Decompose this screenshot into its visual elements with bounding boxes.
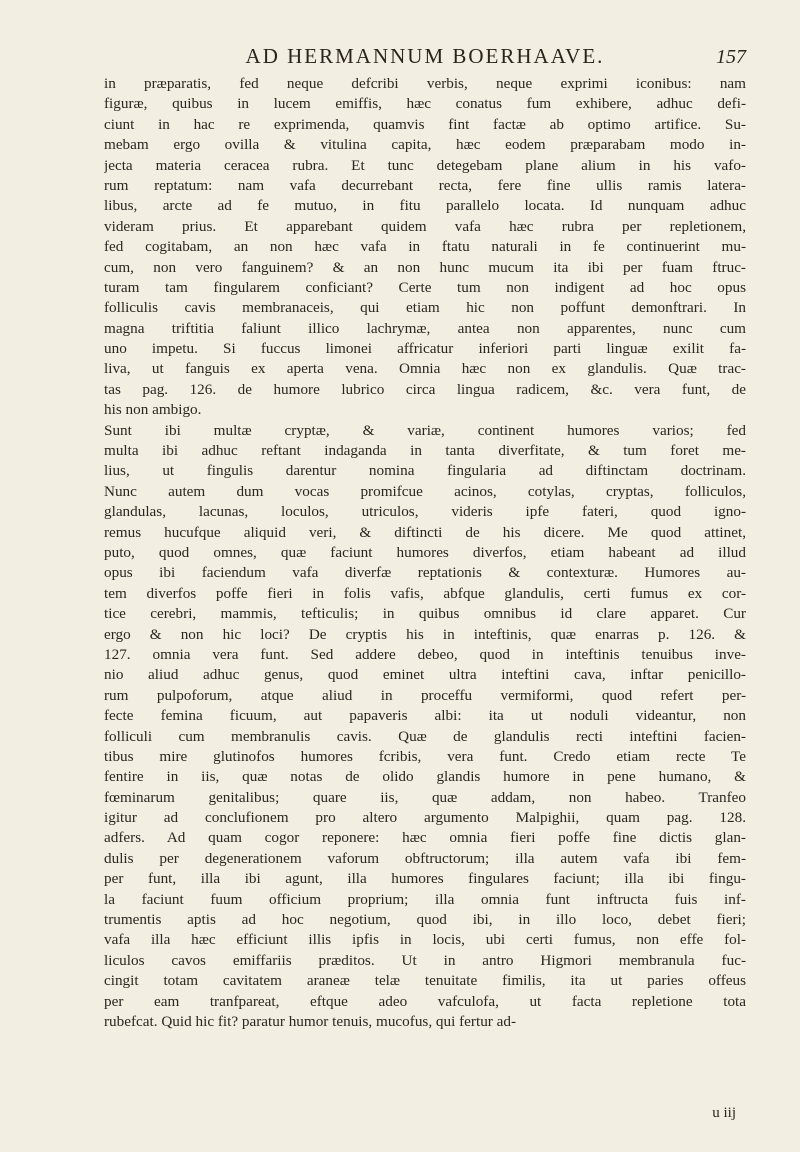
page-number: 157 — [716, 46, 746, 68]
text-line: cingit totam cavitatem araneæ telæ tenuitate fimilis, ita ut paries offeus — [104, 972, 746, 990]
text-line: per funt, illa ibi agunt, illa humores fingulares faciunt; illa ibi fingu- — [104, 870, 746, 888]
text-line: lius, ut fingulis darentur nomina fingularia ad diftinctam doctrinam. — [104, 462, 746, 480]
text-line: liculos cavos emiffariis præditos. Ut in antro Higmori membranula fuc- — [104, 951, 746, 969]
text-line: fed cogitabam, an non hæc vafa in ftatu naturali in fe continuerint mu- — [104, 238, 746, 256]
text-line: rubefcat. Quid hic fit? paratur humor tenuis, mucofus, qui fertur ad- — [104, 1012, 517, 1030]
text-line: tibus mire glutinofos humores fcribis, vera funt. Credo etiam recte Te — [104, 747, 746, 765]
text-line: tem diverfos poffe fieri in folis vafis, abfque glandulis, certi fumus ex cor- — [104, 584, 746, 602]
text-line: opus ibi faciendum vafa diverfæ reptationis & contexturæ. Humores au- — [104, 564, 746, 582]
text-line: vafa illa hæc efficiunt illis ipfis in locis, ubi certi fumus, non effe fol- — [104, 931, 746, 949]
text-line: ciunt in hac re exprimenda, quamvis fint factæ ab optimo artifice. Su- — [104, 115, 746, 133]
text-line: fecte femina ficuum, aut papaveris albi: ita ut noduli videantur, non — [104, 707, 746, 725]
body-text — [104, 74, 746, 1032]
text-line: jecta materia ceracea rubra. Et tunc detegebam plane alium in his vafo- — [104, 156, 746, 174]
text-line: trumentis aptis ad hoc negotium, quod ibi, in illo loco, debet fieri; — [104, 911, 746, 929]
text-line: fentire in iis, quæ notas de olido glandis humore in pene humano, & — [104, 768, 746, 786]
text-line: per eam tranfpareat, eftque adeo vafculofa, ut facta repletione tota — [104, 992, 746, 1010]
running-title: AD HERMANNUM BOERHAAVE. — [245, 44, 605, 68]
text-line: liva, ut fanguis ex aperta vena. Omnia hæc non ex glandulis. Quæ trac- — [104, 360, 746, 378]
text-line: la faciunt fuum officium proprium; illa omnia funt inftructa fuis inf- — [104, 890, 746, 908]
text-line: 127. omnia vera funt. Sed addere debeo, quod in inteftinis tenuibus inve- — [104, 645, 746, 663]
text-line: igitur ad conclufionem pro altero argumento Malpighii, quam pag. 128. — [104, 809, 746, 827]
text-line: in præparatis, fed neque defcribi verbis, neque exprimi iconibus: nam — [104, 75, 746, 92]
text-line: remus hucufque aliquid veri, & diftincti de his dicere. Me quod attinet, — [104, 523, 746, 541]
text-line: fœminarum genitalibus; quare iis, quæ addam, non habeo. Tranfeo — [104, 788, 746, 806]
text-line: mebam ergo ovilla & vitulina capita, hæc eodem præparabam modo in- — [104, 136, 746, 154]
text-line: glandulas, lacunas, loculos, utriculos, videris ipfe fateri, quod igno- — [104, 503, 746, 521]
text-line: libus, arcte ad fe mutuo, in fitu parallelo locata. Id nunquam adhuc — [104, 197, 746, 215]
text-line: rum reptatum: nam vafa decurrebant recta, fere fine ullis ramis latera- — [104, 176, 746, 194]
text-line: cum, non vero fanguinem? & an non hunc mucum ita ibi per fuam ftruc- — [104, 258, 746, 276]
text-line: Nunc autem dum vocas promifcue acinos, cotylas, cryptas, folliculos, — [104, 482, 746, 500]
text-line: tas pag. 126. de humore lubrico circa lingua radicem, &c. vera funt, de — [104, 380, 746, 398]
text-line: dulis per degenerationem vaforum obftructorum; illa autem vafa ibi fem- — [104, 849, 746, 867]
text-line: videram prius. Et apparebant quidem vafa hæc rubra per repletionem, — [104, 217, 746, 235]
text-line: uno impetu. Si fuccus limonei affricatur inferiori parti linguæ exilit fa- — [104, 340, 746, 358]
running-head — [104, 44, 746, 74]
text-line: nio aliud adhuc genus, quod eminet ultra inteftini cava, inftar penicillo- — [104, 666, 746, 684]
text-line: adfers. Ad quam cogor reponere: hæc omnia fieri poffe fine dictis glan- — [104, 829, 746, 847]
text-line: ergo & non hic loci? De cryptis his in inteftinis, quæ enarras p. 126. & — [104, 625, 746, 643]
text-line: multa ibi adhuc reftant indaganda in tanta diverfitate, & tum foret me- — [104, 442, 746, 460]
text-line: puto, quod omnes, quæ faciunt humores diverfos, etiam habeant ad illud — [104, 543, 746, 561]
text-line: figuræ, quibus in lucem emiffis, hæc conatus fum exhibere, adhuc defi- — [104, 95, 746, 113]
signature-mark: u iij — [712, 1105, 736, 1121]
text-line: turam tam fingularem conficiant? Certe tum non indigent ad hoc opus — [104, 278, 746, 296]
text-line: folliculis cavis membranaceis, qui etiam hic non poffunt demonftrari. In — [104, 299, 746, 317]
text-line: rum pulpoforum, atque aliud in proceffu vermiformi, quod refert per- — [104, 686, 746, 704]
text-line: Sunt ibi multæ cryptæ, & variæ, continent humores varios; fed — [104, 421, 746, 439]
text-line: his non ambigo. — [104, 401, 202, 419]
text-line: folliculi cum membranulis cavis. Quæ de glandulis recti inteftini facien- — [104, 727, 746, 745]
text-line: tice cerebri, mammis, tefticulis; in quibus omnibus id clare apparet. Cur — [104, 605, 746, 623]
text-line: magna triftitia faliunt illico lachrymæ, antea non apparentes, nunc cum — [104, 319, 746, 337]
